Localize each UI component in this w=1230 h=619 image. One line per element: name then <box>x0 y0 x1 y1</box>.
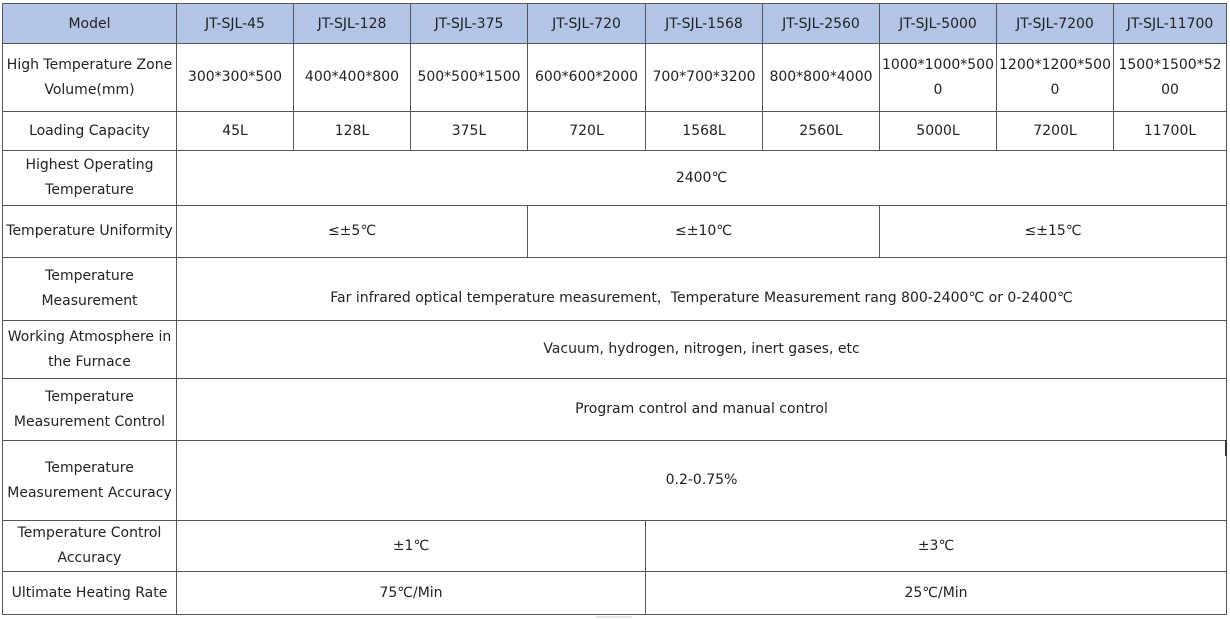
model-cell: JT-SJL-128 <box>294 4 411 44</box>
row-label: Working Atmosphere in the Furnace <box>3 321 177 379</box>
model-cell: JT-SJL-45 <box>177 4 294 44</box>
value-cell: ±1℃ <box>177 521 646 572</box>
value-cell: 25℃/Min <box>646 572 1227 615</box>
row-label: High Temperature Zone Volume(mm) <box>3 44 177 112</box>
value-cell: 2560L <box>763 112 880 151</box>
value-cell: 1000*1000*5000 <box>880 44 997 112</box>
value-cell: ≤±10℃ <box>528 206 880 258</box>
measurement-row <box>3 258 1227 321</box>
row-label: Loading Capacity <box>3 112 177 151</box>
value-cell: 1200*1200*5000 <box>997 44 1114 112</box>
value-cell: 75℃/Min <box>177 572 646 615</box>
model-cell: JT-SJL-375 <box>411 4 528 44</box>
value-cell: 500*500*1500 <box>411 44 528 112</box>
row-label: Temperature Uniformity <box>3 206 177 258</box>
measurement-accuracy-row <box>3 441 1227 521</box>
model-cell: JT-SJL-1568 <box>646 4 763 44</box>
uniformity-row <box>3 206 1227 258</box>
atmosphere-row <box>3 321 1227 379</box>
value-cell: ≤±15℃ <box>880 206 1227 258</box>
model-cell: JT-SJL-11700 <box>1114 4 1227 44</box>
header-row <box>3 4 1227 44</box>
value-cell: 11700L <box>1114 112 1227 151</box>
row-label: Temperature Control Accuracy <box>3 521 177 572</box>
header-label: Model <box>3 4 177 44</box>
text-cursor <box>1225 440 1227 456</box>
loading-capacity-row <box>3 112 1227 151</box>
model-cell: JT-SJL-720 <box>528 4 646 44</box>
value-cell: 0.2-0.75% <box>177 441 1227 521</box>
row-label: Ultimate Heating Rate <box>3 572 177 615</box>
value-cell: ±3℃ <box>646 521 1227 572</box>
model-cell: JT-SJL-7200 <box>997 4 1114 44</box>
value-cell: 45L <box>177 112 294 151</box>
value-cell: 1568L <box>646 112 763 151</box>
value-cell: 128L <box>294 112 411 151</box>
row-label: Temperature Measurement Accuracy <box>3 441 177 521</box>
row-label: Temperature Measurement <box>3 258 177 321</box>
model-cell: JT-SJL-2560 <box>763 4 880 44</box>
value-cell: 700*700*3200 <box>646 44 763 112</box>
value-cell: ≤±5℃ <box>177 206 528 258</box>
heating-rate-row <box>3 572 1227 615</box>
value-cell: 600*600*2000 <box>528 44 646 112</box>
highest-temp-row <box>3 151 1227 206</box>
value-cell: Vacuum, hydrogen, nitrogen, inert gases, etc <box>177 321 1227 379</box>
value-cell: 5000L <box>880 112 997 151</box>
divider <box>596 616 632 618</box>
row-label: Highest Operating Temperature <box>3 151 177 206</box>
value-cell: 1500*1500*5200 <box>1114 44 1227 112</box>
value-cell: 2400℃ <box>177 151 1227 206</box>
row-label: Temperature Measurement Control <box>3 379 177 441</box>
value-cell: 800*800*4000 <box>763 44 880 112</box>
value-cell: 7200L <box>997 112 1114 151</box>
model-cell: JT-SJL-5000 <box>880 4 997 44</box>
measurement-control-row <box>3 379 1227 441</box>
value-cell: 720L <box>528 112 646 151</box>
spec-table <box>2 3 1227 615</box>
value-cell: 400*400*800 <box>294 44 411 112</box>
value-cell: Far infrared optical temperature measurement，Temperature Measurement rang 800-2400℃ or 0-2400℃ <box>177 258 1227 321</box>
zone-volume-row <box>3 44 1227 112</box>
control-accuracy-row <box>3 521 1227 572</box>
value-cell: 300*300*500 <box>177 44 294 112</box>
value-cell: Program control and manual control <box>177 379 1227 441</box>
value-cell: 375L <box>411 112 528 151</box>
